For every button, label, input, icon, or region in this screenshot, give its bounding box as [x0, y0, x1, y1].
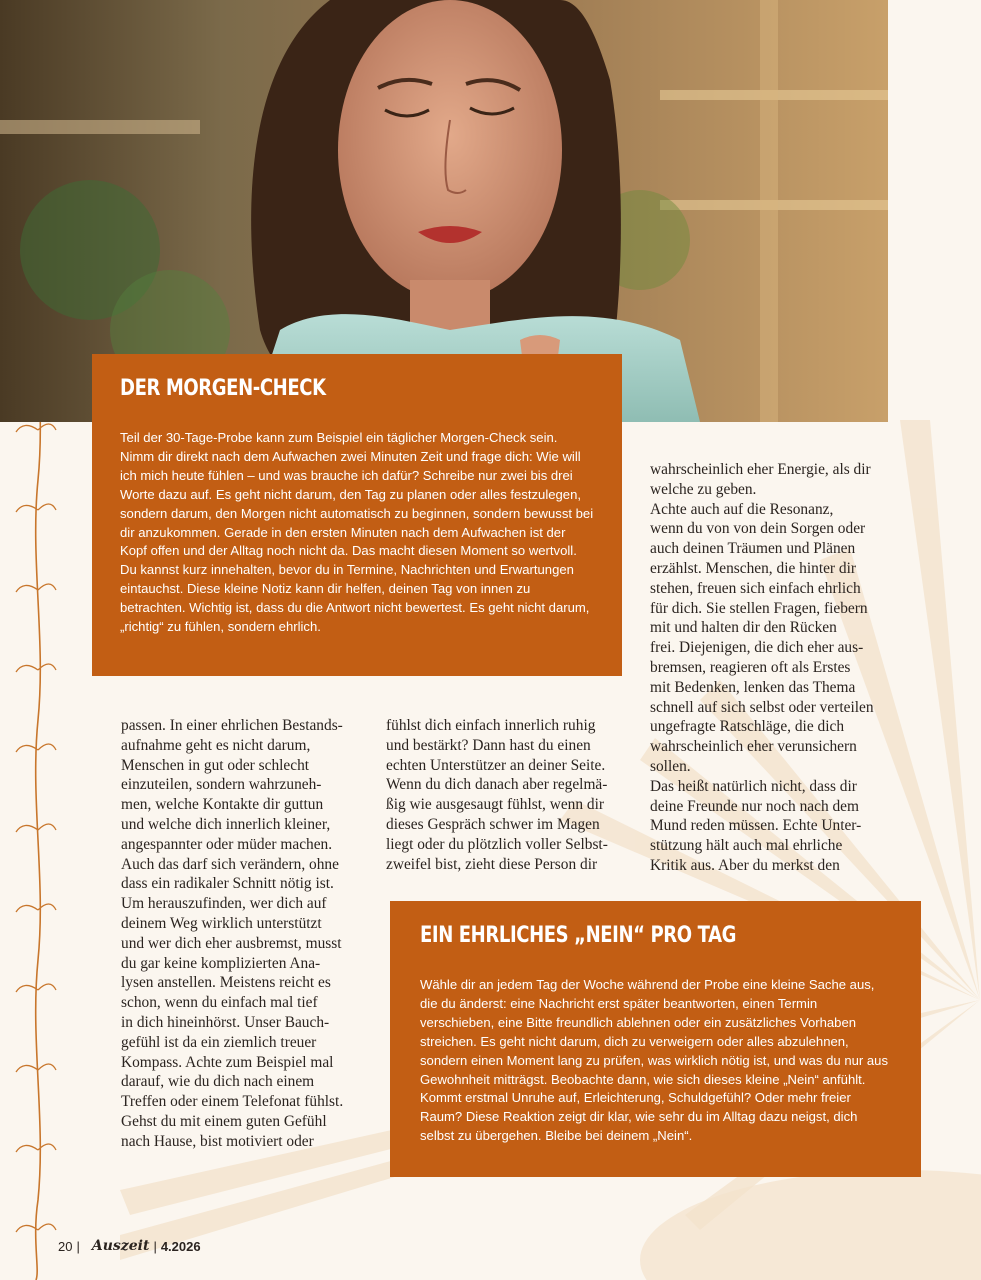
text-line: fühlst dich einfach innerlich ruhig: [386, 717, 596, 734]
text-line: wahrscheinlich eher verunsichern: [650, 738, 857, 756]
text-line: einzuteilen, sondern wahrzuneh-: [121, 776, 322, 794]
text-line: wenn du von von dein Sorgen oder: [650, 520, 866, 538]
text-line: zweifel bist, zieht diese Person dir: [386, 855, 598, 873]
text-line: Kompass. Achte zum Beispiel mal: [121, 1053, 334, 1071]
text-line: wahrscheinlich eher Energie, als dir: [650, 461, 871, 478]
text-line: liegt oder du plötzlich voller Selbst-: [386, 835, 608, 853]
text-line: und wer dich eher ausbremst, musst: [121, 934, 342, 952]
text-line: Mund reden müssen. Echte Unter-: [650, 817, 862, 835]
text-line: auch deinen Träumen und Plänen: [650, 540, 856, 558]
text-line: dieses Gespräch schwer im Magen: [386, 815, 600, 833]
text-line: nach Hause, bist motiviert oder: [121, 1132, 314, 1150]
text-line: in dich hineinhörst. Unser Bauch-: [121, 1013, 330, 1031]
text-line: Wenn du dich danach aber regelmä-: [386, 776, 608, 794]
text-line: Gehst du mit einem guten Gefühl: [121, 1112, 327, 1130]
box-title: EIN EHRLICHES „NEIN“ PRO TAG: [420, 923, 737, 948]
page-number: 20: [58, 1238, 73, 1254]
text-line: ungefragte Ratschläge, die dich: [650, 718, 845, 736]
text-line: sollen.: [650, 757, 691, 775]
text-line: Achte auch auf die Resonanz,: [650, 500, 834, 518]
text-line: lysen anstellen. Meistens reicht es: [121, 974, 331, 992]
text-line: mit und halten dir den Rücken: [650, 619, 837, 637]
text-line: passen. In einer ehrlichen Bestands-: [121, 717, 343, 734]
text-column-2: [386, 716, 622, 874]
text-line: erzählst. Menschen, die hinter dir: [650, 559, 856, 577]
text-line: für dich. Sie stellen Fragen, fiebern: [650, 599, 868, 617]
text-line: Menschen in gut oder schlecht: [121, 756, 310, 774]
text-line: Um herauszufinden, wer dich auf: [121, 895, 327, 913]
text-line: deine Freunde nur noch nach dem: [650, 797, 859, 815]
text-line: Das heißt natürlich nicht, dass dir: [650, 777, 857, 795]
text-line: aufnahme geht es nicht darum,: [121, 736, 311, 754]
text-line: mit Bedenken, lenken das Thema: [650, 678, 856, 696]
text-line: bremsen, reagieren oft als Erstes: [650, 658, 851, 676]
text-line: dass ein radikaler Schnitt nötig ist.: [121, 875, 334, 893]
text-line: ßig wie ausgesaugt fühlst, wenn dir: [386, 796, 604, 814]
text-line: Kritik aus. Aber du merkst den: [650, 856, 840, 874]
box-title: DER MORGEN-CHECK: [120, 376, 326, 401]
issue-number: 4.2026: [160, 1238, 201, 1254]
text-line: frei. Diejenigen, die dich eher aus-: [650, 639, 864, 657]
text-column-3: [650, 460, 886, 876]
text-line: schon, wenn du einfach mal tief: [121, 994, 318, 1012]
text-line: darauf, wie du dich nach einem: [121, 1073, 315, 1091]
text-line: gefühl ist da ein ziemlich treuer: [121, 1033, 317, 1051]
text-line: und welche dich innerlich kleiner,: [121, 815, 331, 833]
text-line: deinem Weg wirklich unterstützt: [121, 914, 322, 932]
text-line: angespannter oder müder machen.: [121, 835, 333, 853]
separator: |: [76, 1238, 80, 1254]
text-line: stützung hält auch mal ehrliche: [650, 837, 843, 855]
text-line: schnell auf sich selbst oder verteilen: [650, 698, 874, 716]
box-text: Teil der 30-Tage-Probe kann zum Beispiel ein täglicher Morgen-Check sein. Nimm dir direkt nach dem Aufwachen zwei Minuten Zeit und frage dich: Wie will ich mich heute fühlen – und was brauche ich dafür? Schreibe nur zwei bis drei Worte dazu auf. Es geht nicht darum, den Tag zu planen oder alles festzulegen, sondern darum, den Morgen nicht automatisch zu beginnen, sondern bewusst bei dir anzukommen. Gerade in den ersten Minuten nach dem Aufwachen ist der Kopf offen und der Alltag noch nicht da. Das macht diesen Moment so wertvoll. Du kannst kurz innehalten, bevor du in Termine, Nachrichten und Erwartungen eintauchst. Diese kleine Notiz kann dir helfen, deinen Tag von innen zu betrachten. Wichtig ist, dass du die Antwort nicht bewertest. Es geht nicht darum, „richtig“ zu fühlen, sondern ehrlich.: [120, 430, 594, 635]
text-line: Treffen oder einem Telefonat fühlst.: [121, 1093, 344, 1111]
text-line: du gar keine komplizierten Ana-: [121, 954, 321, 972]
info-box-honest-no: [390, 901, 921, 1177]
text-line: und bestärkt? Dann hast du einen: [386, 736, 591, 754]
page-footer: [58, 1238, 201, 1254]
text-line: welche zu geben.: [650, 480, 757, 498]
separator: |: [153, 1238, 157, 1254]
text-line: Auch das darf sich verändern, ohne: [121, 855, 339, 873]
magazine-logo: Auszeit: [91, 1238, 150, 1254]
info-box-morning-check: [92, 354, 622, 676]
text-line: men, welche Kontakte dir guttun: [121, 796, 324, 814]
text-column-1: [121, 716, 357, 1152]
box-text: Wähle dir an jedem Tag der Woche während der Probe eine kleine Sache aus, die du änderst: eine Nachricht erst später beantworten, einen Termin verschieben, eine Bitte freundlich ablehnen oder ein zusätzliches Vorhaben streichen. Es geht nicht darum, dich zu verweigern oder alles abzulehnen, sondern einen Moment lang zu prüfen, was wirklich nötig ist, und was du nur aus Gewohnheit mitträgst. Beobachte dann, wie sich dieses kleine „Nein“ anfühlt. Kommt erstmal Unruhe auf, Erleichterung, Schuldgefühl? Oder mehr freier Raum? Diese Reaktion zeigt dir klar, wie sehr du im Alltag dazu neigst, dich selbst zu übergehen. Bleibe bei deinem „Nein“.: [420, 977, 888, 1144]
text-line: stehen, freuen sich einfach ehrlich: [650, 579, 861, 597]
text-line: echten Unterstützer an deiner Seite.: [386, 756, 606, 774]
